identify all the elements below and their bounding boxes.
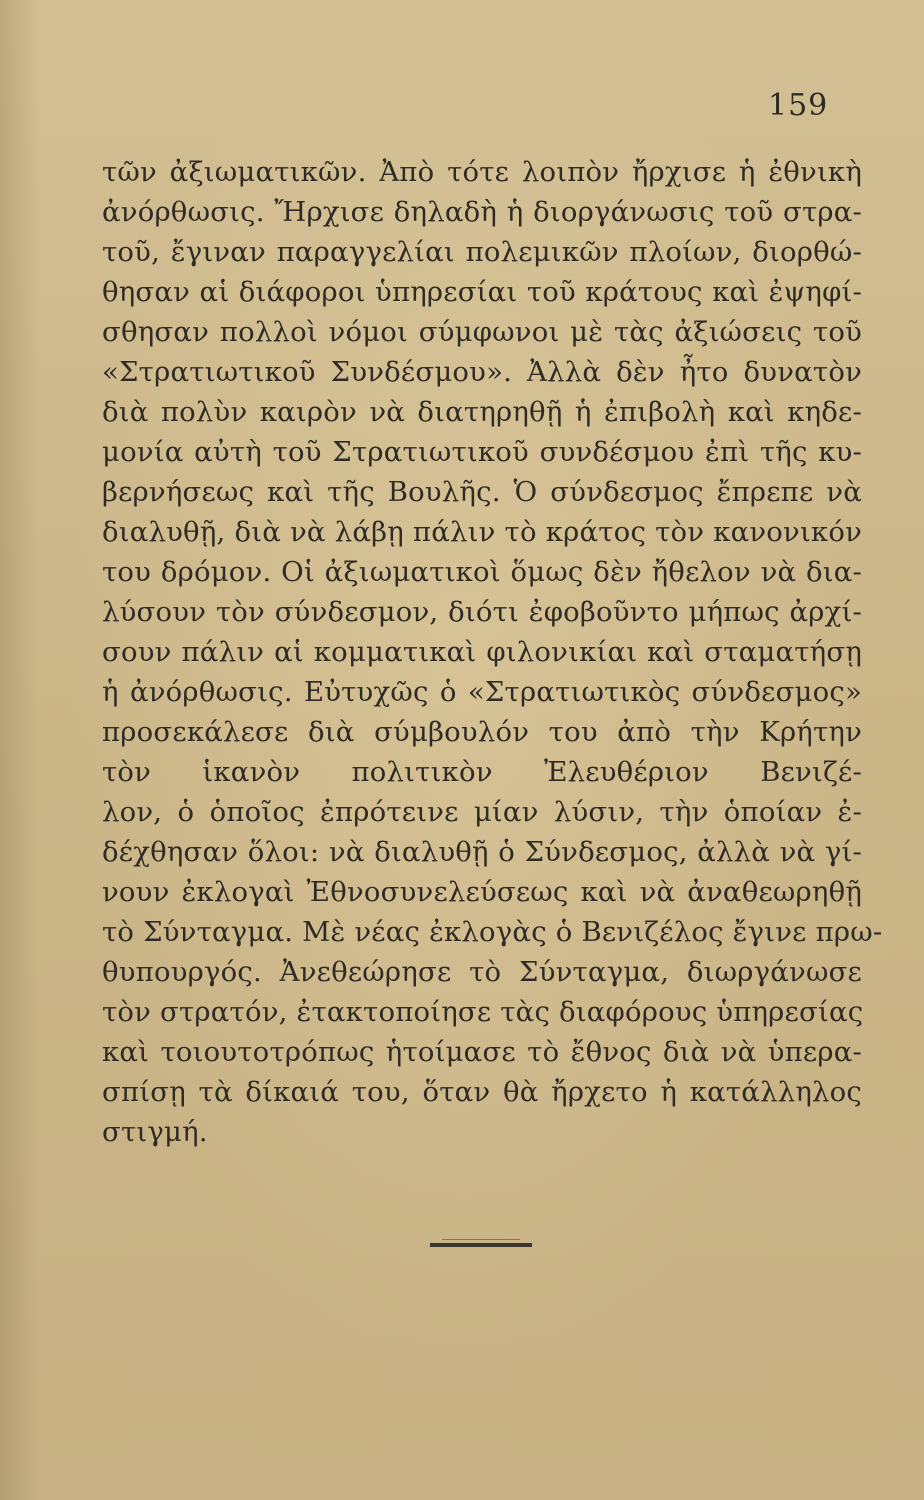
body-text [102,152,883,1152]
text-line: βερνήσεως καὶ τῆς Βουλῆς. Ὁ σύνδεσμος ἔπρεπε νὰ [102,476,862,508]
end-rule [430,1243,532,1247]
text-line: μονία αὐτὴ τοῦ Στρατιωτικοῦ συνδέσμου ἐπὶ τῆς κυ- [102,436,862,468]
text-line: τῶν ἀξιωματικῶν. Ἀπὸ τότε λοιπὸν ἤρχισε ἡ ἐθνικὴ [102,156,862,188]
text-line: σπίσῃ τὰ δίκαιά του, ὅταν θὰ ἤρχετο ἡ κατάλληλος [102,1076,862,1108]
text-line: διαλυθῇ, διὰ νὰ λάβῃ πάλιν τὸ κράτος τὸν κανονικόν [102,516,862,548]
text-line: τὸν ἱκανὸν πολιτικὸν Ἐλευθέριον Βενιζέ- [102,756,862,788]
text-line: λον, ὁ ὁποῖος ἐπρότεινε μίαν λύσιν, τὴν ὁποίαν ἐ- [102,796,862,828]
text-line: τοῦ, ἔγιναν παραγγελίαι πολεμικῶν πλοίων, διορθώ- [102,236,862,268]
text-line: ἡ ἀνόρθωσις. Εὐτυχῶς ὁ «Στρατιωτικὸς σύνδεσμος» [102,676,862,708]
text-line: σθησαν πολλοὶ νόμοι σύμφωνοι μὲ τὰς ἀξιώσεις τοῦ [102,316,862,348]
text-line: τὸν στρατόν, ἐτακτοποίησε τὰς διαφόρους ὑπηρεσίας [102,996,864,1028]
text-line: σουν πάλιν αἱ κομματικαὶ φιλονικίαι καὶ σταματήσῃ [102,636,862,668]
text-line: ἀνόρθωσις. Ἤρχισε δηλαδὴ ἡ διοργάνωσις τοῦ στρα- [102,196,862,228]
text-line: νουν ἐκλογαὶ Ἐθνοσυνελεύσεως καὶ νὰ ἀναθεωρηθῇ [102,876,862,908]
text-line: του δρόμον. Οἱ ἀξιωματικοὶ ὅμως δὲν ἤθελον νὰ δια- [102,556,862,588]
page-number: 159 [768,88,829,123]
text-line: λύσουν τὸν σύνδεσμον, διότι ἐφοβοῦντο μήπως ἀρχί- [102,596,862,628]
text-line: «Στρατιωτικοῦ Συνδέσμου». Ἀλλὰ δὲν ἦτο δυνατὸν [102,356,862,388]
text-line: τὸ Σύνταγμα. Μὲ νέας ἐκλογὰς ὁ Βενιζέλος ἔγινε πρω- [102,916,883,948]
text-line-last: στιγμή. [102,1116,208,1148]
text-line: διὰ πολὺν καιρὸν νὰ διατηρηθῇ ἡ ἐπιβολὴ καὶ κηδε- [102,396,862,428]
text-line: προσεκάλεσε διὰ σύμβουλόν του ἀπὸ τὴν Κρήτην [102,716,862,748]
text-line: θυπουργός. Ἀνεθεώρησε τὸ Σύνταγμα, διωργάνωσε [102,956,862,988]
text-line: καὶ τοιουτοτρόπως ἡτοίμασε τὸ ἔθνος διὰ νὰ ὑπερα- [102,1036,862,1068]
text-line: θησαν αἱ διάφοροι ὑπηρεσίαι τοῦ κράτους καὶ ἐψηφί- [102,276,862,308]
text-line: δέχθησαν ὅλοι: νὰ διαλυθῇ ὁ Σύνδεσμος, ἀλλὰ νὰ γί- [102,836,862,868]
